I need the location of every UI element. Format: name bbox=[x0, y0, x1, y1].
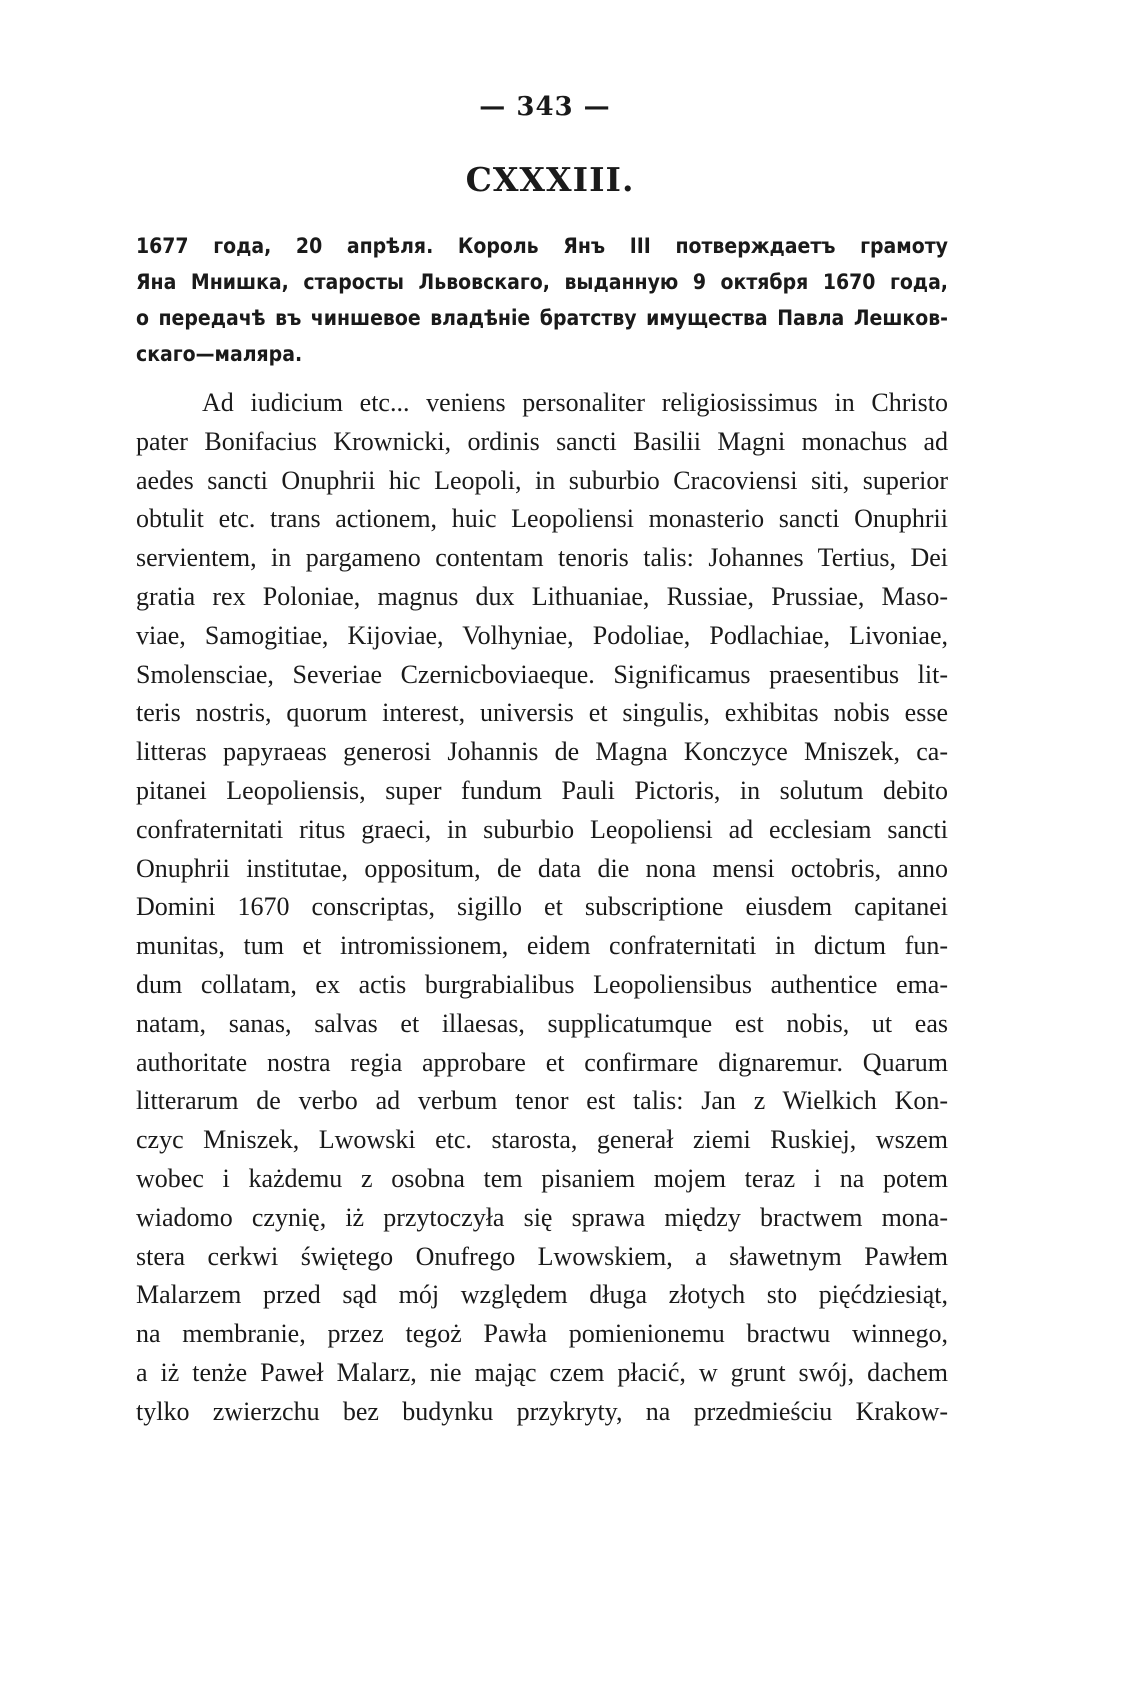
summary-line: Яна Мнишка, старосты Львовскаго, выданную 9 октября 1670 года, bbox=[136, 270, 948, 294]
body-line: Smolensciae, Severiae Czernicboviaeque. Significamus praesentibus lit- bbox=[136, 659, 948, 689]
body-line: confraternitati ritus graeci, in suburbio Leopoliensi ad ecclesiam sancti bbox=[136, 814, 948, 844]
document-body bbox=[136, 384, 948, 1432]
body-line: Malarzem przed sąd mój względem długa złotych sto pięćdziesiąt, bbox=[136, 1280, 948, 1310]
body-line: Onuphrii institutae, oppositum, de data die nona mensi octobris, anno bbox=[136, 853, 948, 883]
body-line: a iż tenże Paweł Malarz, nie mając czem płacić, w grunt swój, dachem bbox=[136, 1357, 948, 1387]
body-line: gratia rex Poloniae, magnus dux Lithuaniae, Russiae, Prussiae, Maso- bbox=[136, 581, 948, 611]
body-line: obtulit etc. trans actionem, huic Leopoliensi monasterio sancti Onuphrii bbox=[136, 504, 948, 534]
body-line: servientem, in pargameno contentam tenoris talis: Johannes Tertius, Dei bbox=[136, 543, 948, 573]
body-line: stera cerkwi świętego Onufrego Lwowskiem, a sławetnym Pawłem bbox=[136, 1241, 948, 1271]
body-line: pitanei Leopoliensis, super fundum Pauli Pictoris, in solutum debito bbox=[136, 775, 948, 805]
body-line: Ad iudicium etc... veniens personaliter religiosissimus in Christo bbox=[202, 388, 948, 417]
body-line: dum collatam, ex actis burgrabialibus Leopoliensibus authentice ema- bbox=[136, 969, 948, 999]
body-line: authoritate nostra regia approbare et confirmare dignaremur. Quarum bbox=[136, 1047, 948, 1077]
body-line: natam, sanas, salvas et illaesas, supplicatumque est nobis, ut eas bbox=[136, 1008, 948, 1038]
body-line: wobec i każdemu z osobna tem pisaniem mojem teraz i na potem bbox=[136, 1163, 948, 1193]
body-line: na membranie, przez tegoż Pawła pomienionemu bractwu winnego, bbox=[136, 1319, 948, 1349]
page-number: — 343 — bbox=[479, 92, 611, 122]
body-line: Domini 1670 conscriptas, sigillo et subscriptione eiusdem capitanei bbox=[136, 892, 948, 922]
body-line: pater Bonifacius Krownicki, ordinis sancti Basilii Magni monachus ad bbox=[136, 426, 948, 456]
body-line: litteras papyraeas generosi Johannis de Magna Konczyce Mniszek, ca- bbox=[136, 737, 948, 767]
summary-line: скаго—маляра. bbox=[136, 342, 303, 366]
body-line: wiadomo czynię, iż przytoczyła się sprawa między bractwem mona- bbox=[136, 1202, 948, 1232]
body-line: munitas, tum et intromissionem, eidem confraternitati in dictum fun- bbox=[136, 931, 948, 961]
document-summary bbox=[136, 228, 948, 372]
document-number-heading: CXXXIII. bbox=[465, 160, 635, 199]
summary-line: 1677 года, 20 апрѣля. Король Янъ III потверждаетъ грамоту bbox=[136, 234, 948, 258]
body-line: aedes sancti Onuphrii hic Leopoli, in suburbio Cracoviensi siti, superior bbox=[136, 465, 948, 495]
body-line: teris nostris, quorum interest, universis et singulis, exhibitas nobis esse bbox=[136, 698, 948, 728]
summary-line: о передачѣ въ чиншевое владѣніе братству имущества Павла Лешков- bbox=[136, 306, 948, 330]
body-line: czyc Mniszek, Lwowski etc. starosta, generał ziemi Ruskiej, wszem bbox=[136, 1125, 948, 1155]
body-line: viae, Samogitiae, Kijoviae, Volhyniae, Podoliae, Podlachiae, Livoniae, bbox=[136, 620, 948, 650]
body-line: litterarum de verbo ad verbum tenor est talis: Jan z Wielkich Kon- bbox=[136, 1086, 948, 1116]
body-line: tylko zwierzchu bez budynku przykryty, na przedmieściu Krakow- bbox=[136, 1396, 948, 1426]
